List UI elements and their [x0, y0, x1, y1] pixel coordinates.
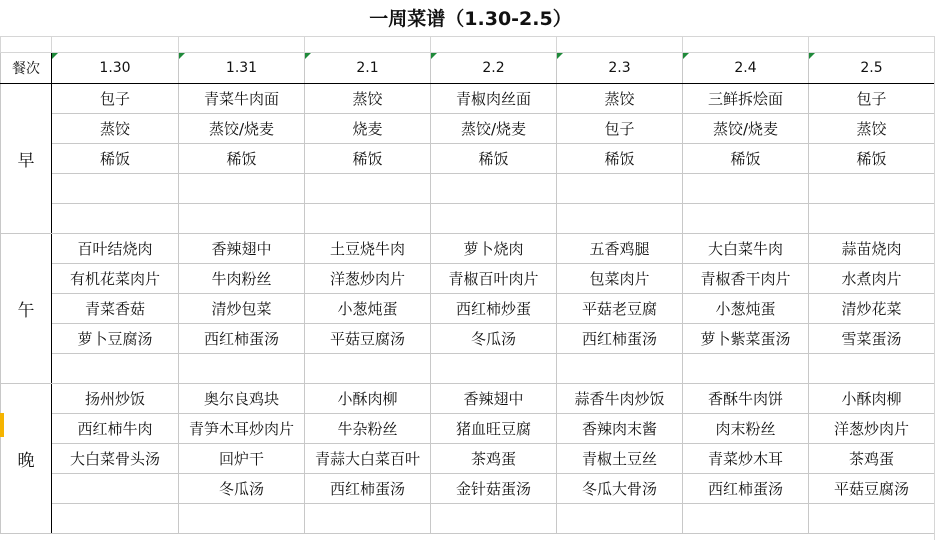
dish-cell[interactable]: 牛肉粉丝 — [179, 264, 305, 294]
dish-cell[interactable]: 洋葱炒肉片 — [809, 414, 935, 444]
dish-cell[interactable] — [179, 204, 305, 234]
dish-cell[interactable]: 香辣翅中 — [179, 234, 305, 264]
dish-cell[interactable] — [179, 174, 305, 204]
menu-row — [1, 84, 935, 114]
dish-cell[interactable]: 萝卜紫菜蛋汤 — [683, 324, 809, 354]
dish-cell[interactable]: 稀饭 — [52, 144, 179, 174]
dish-cell[interactable]: 蒜苗烧肉 — [809, 234, 935, 264]
dish-cell[interactable]: 大白菜牛肉 — [683, 234, 809, 264]
dish-cell[interactable]: 烧麦 — [305, 114, 431, 144]
menu-row — [1, 144, 935, 174]
dish-cell[interactable]: 平菇豆腐汤 — [305, 324, 431, 354]
header-meal-label[interactable]: 餐次 — [1, 53, 52, 84]
dish-cell[interactable] — [809, 504, 935, 534]
day-header[interactable]: 1.30 — [52, 53, 179, 84]
dish-cell[interactable] — [557, 204, 683, 234]
menu-row — [1, 414, 935, 444]
day-header[interactable]: 2.5 — [809, 53, 935, 84]
dish-cell[interactable]: 青椒土豆丝 — [557, 444, 683, 474]
dish-cell[interactable] — [683, 174, 809, 204]
menu-row — [1, 234, 935, 264]
menu-row — [1, 324, 935, 354]
dish-cell[interactable] — [52, 174, 179, 204]
dish-cell[interactable]: 包子 — [52, 84, 179, 114]
dish-cell[interactable]: 蒸饺 — [557, 84, 683, 114]
dish-cell[interactable] — [683, 204, 809, 234]
day-header[interactable]: 2.2 — [431, 53, 557, 84]
dish-cell[interactable] — [809, 204, 935, 234]
dish-cell[interactable]: 茶鸡蛋 — [809, 444, 935, 474]
dish-cell[interactable] — [179, 504, 305, 534]
dish-cell[interactable]: 稀饭 — [683, 144, 809, 174]
dish-cell[interactable]: 青椒百叶肉片 — [431, 264, 557, 294]
dish-cell[interactable]: 平菇老豆腐 — [557, 294, 683, 324]
dish-cell[interactable]: 西红柿牛肉 — [52, 414, 179, 444]
dish-cell[interactable]: 包子 — [809, 84, 935, 114]
dish-cell[interactable]: 冬瓜汤 — [431, 324, 557, 354]
dish-cell[interactable]: 稀饭 — [557, 144, 683, 174]
day-header[interactable]: 2.3 — [557, 53, 683, 84]
dish-cell[interactable]: 雪菜蛋汤 — [809, 324, 935, 354]
dish-cell[interactable]: 稀饭 — [305, 144, 431, 174]
dish-cell[interactable]: 小葱炖蛋 — [683, 294, 809, 324]
dish-cell[interactable]: 猪血旺豆腐 — [431, 414, 557, 444]
dish-cell[interactable]: 包子 — [557, 114, 683, 144]
menu-row — [1, 354, 935, 384]
dish-cell[interactable] — [683, 354, 809, 384]
dish-cell[interactable]: 大白菜骨头汤 — [52, 444, 179, 474]
dish-cell[interactable]: 蒸饺/烧麦 — [683, 114, 809, 144]
header-row — [1, 53, 935, 84]
dish-cell[interactable]: 萝卜豆腐汤 — [52, 324, 179, 354]
meal-label-lunch[interactable]: 午 — [1, 234, 52, 384]
dish-cell[interactable] — [557, 174, 683, 204]
menu-row — [1, 444, 935, 474]
dish-cell[interactable] — [431, 504, 557, 534]
dish-cell[interactable] — [431, 204, 557, 234]
menu-row — [1, 474, 935, 504]
dish-cell[interactable]: 清炒花菜 — [809, 294, 935, 324]
dish-cell[interactable]: 茶鸡蛋 — [431, 444, 557, 474]
dish-cell[interactable]: 香辣肉末酱 — [557, 414, 683, 444]
dish-cell[interactable]: 蒸饺 — [809, 114, 935, 144]
dish-cell[interactable]: 青菜炒木耳 — [683, 444, 809, 474]
dish-cell[interactable]: 蒸饺 — [52, 114, 179, 144]
dish-cell[interactable]: 香辣翅中 — [431, 384, 557, 414]
dish-cell[interactable]: 肉末粉丝 — [683, 414, 809, 444]
dish-cell[interactable]: 奥尔良鸡块 — [179, 384, 305, 414]
day-header[interactable]: 2.4 — [683, 53, 809, 84]
dish-cell[interactable]: 金针菇蛋汤 — [431, 474, 557, 504]
dish-cell[interactable]: 小酥肉柳 — [809, 384, 935, 414]
dish-cell[interactable]: 有机花菜肉片 — [52, 264, 179, 294]
dish-cell[interactable]: 青蒜大白菜百叶 — [305, 444, 431, 474]
dish-cell[interactable]: 西红柿炒蛋 — [431, 294, 557, 324]
dish-cell[interactable]: 平菇豆腐汤 — [809, 474, 935, 504]
dish-cell[interactable] — [179, 354, 305, 384]
menu-row — [1, 504, 935, 534]
dish-cell[interactable] — [431, 354, 557, 384]
dish-cell[interactable]: 包菜肉片 — [557, 264, 683, 294]
dish-cell[interactable]: 清炒包菜 — [179, 294, 305, 324]
dish-cell[interactable]: 扬州炒饭 — [52, 384, 179, 414]
menu-row — [1, 114, 935, 144]
dish-cell[interactable] — [305, 204, 431, 234]
dish-cell[interactable]: 稀饭 — [431, 144, 557, 174]
dish-cell[interactable]: 蒸饺 — [305, 84, 431, 114]
dish-cell[interactable]: 三鲜拆烩面 — [683, 84, 809, 114]
meal-label-breakfast[interactable]: 早 — [1, 84, 52, 234]
dish-cell[interactable]: 蒸饺/烧麦 — [179, 114, 305, 144]
dish-cell[interactable]: 土豆烧牛肉 — [305, 234, 431, 264]
dish-cell[interactable] — [557, 354, 683, 384]
dish-cell[interactable]: 稀饭 — [809, 144, 935, 174]
dish-cell[interactable]: 水煮肉片 — [809, 264, 935, 294]
day-header[interactable]: 1.31 — [179, 53, 305, 84]
dish-cell[interactable] — [52, 354, 179, 384]
menu-row — [1, 264, 935, 294]
row-marker — [0, 413, 4, 437]
dish-cell[interactable] — [305, 174, 431, 204]
dish-cell[interactable]: 洋葱炒肉片 — [305, 264, 431, 294]
day-header[interactable]: 2.1 — [305, 53, 431, 84]
dish-cell[interactable] — [683, 504, 809, 534]
dish-cell[interactable] — [52, 204, 179, 234]
dish-cell[interactable]: 西红柿蛋汤 — [683, 474, 809, 504]
dish-cell[interactable]: 回炉干 — [179, 444, 305, 474]
dish-cell[interactable]: 西红柿蛋汤 — [557, 324, 683, 354]
dish-cell[interactable]: 蒜香牛肉炒饭 — [557, 384, 683, 414]
dish-cell[interactable]: 冬瓜大骨汤 — [557, 474, 683, 504]
dish-cell[interactable] — [809, 174, 935, 204]
spacer-row — [1, 37, 935, 53]
extra-column-edge — [934, 36, 941, 540]
dish-cell[interactable] — [305, 504, 431, 534]
dish-cell[interactable] — [52, 504, 179, 534]
dish-cell[interactable]: 青菜牛肉面 — [179, 84, 305, 114]
dish-cell[interactable]: 香酥牛肉饼 — [683, 384, 809, 414]
dish-cell[interactable]: 五香鸡腿 — [557, 234, 683, 264]
dish-cell[interactable] — [52, 474, 179, 504]
dish-cell[interactable]: 青菜香菇 — [52, 294, 179, 324]
dish-cell[interactable]: 稀饭 — [179, 144, 305, 174]
dish-cell[interactable]: 青椒肉丝面 — [431, 84, 557, 114]
dish-cell[interactable]: 小酥肉柳 — [305, 384, 431, 414]
menu-row — [1, 174, 935, 204]
dish-cell[interactable]: 萝卜烧肉 — [431, 234, 557, 264]
meal-label-dinner[interactable]: 晚 — [1, 384, 52, 534]
dish-cell[interactable]: 青笋木耳炒肉片 — [179, 414, 305, 444]
menu-row — [1, 294, 935, 324]
dish-cell[interactable]: 青椒香干肉片 — [683, 264, 809, 294]
menu-row — [1, 204, 935, 234]
menu-table — [0, 36, 935, 534]
dish-cell[interactable]: 牛杂粉丝 — [305, 414, 431, 444]
dish-cell[interactable] — [557, 504, 683, 534]
dish-cell[interactable]: 西红柿蛋汤 — [305, 474, 431, 504]
dish-cell[interactable]: 小葱炖蛋 — [305, 294, 431, 324]
dish-cell[interactable]: 西红柿蛋汤 — [179, 324, 305, 354]
menu-row — [1, 384, 935, 414]
page-title: 一周菜谱（1.30-2.5） — [369, 8, 572, 30]
dish-cell[interactable] — [431, 174, 557, 204]
dish-cell[interactable] — [305, 354, 431, 384]
dish-cell[interactable]: 百叶结烧肉 — [52, 234, 179, 264]
dish-cell[interactable]: 蒸饺/烧麦 — [431, 114, 557, 144]
dish-cell[interactable] — [809, 354, 935, 384]
dish-cell[interactable]: 冬瓜汤 — [179, 474, 305, 504]
